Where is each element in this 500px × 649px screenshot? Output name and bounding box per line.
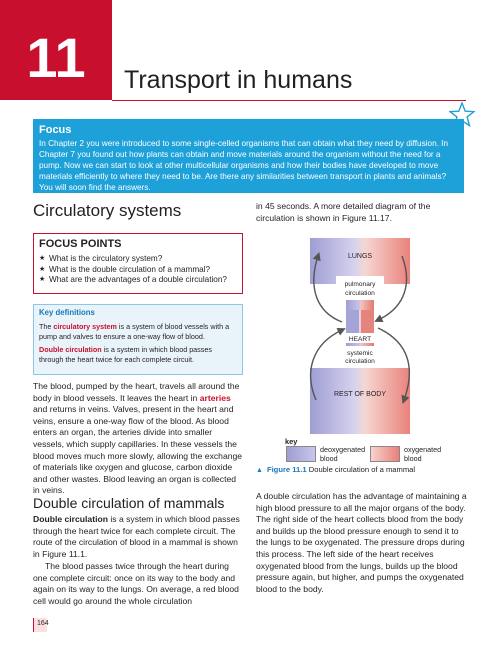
definition-circulatory-system: The circulatory system is a system of blood vessels with a pump and valves to ensure a one-way flow of blood.: [39, 322, 230, 341]
definition-double-circulation: Double circulation is a system in which blood passes through the heart twice for each complete circuit.: [39, 345, 212, 364]
focus-text: In Chapter 2 you were introduced to some single-celled organisms that can obtain what they need by diffusion. In Chapter 7 you found out how plants can obtain and move materials around the organism without the need for a pump. Now we can start to look at other multicellular organisms and how their bodies have developed to move materials efficiently to where they need to be. Are there any similarities between transport in plants and animals? You will soon find the answers.: [39, 139, 449, 192]
key-definitions-box: [33, 304, 243, 375]
chapter-rule: [112, 100, 466, 101]
focus-points-box: [33, 233, 243, 294]
diagram-label-pulmonary-circulation: circulation: [345, 290, 375, 297]
page-number-bar: [33, 618, 34, 632]
diagram-label-lungs: LUNGS: [347, 253, 373, 260]
focus-points-title: FOCUS POINTS: [39, 238, 122, 250]
deoxygenated-swatch: [286, 446, 316, 462]
diagram-label-rest-of-body: REST OF BODY: [334, 391, 386, 398]
star-bullet-icon: ★: [39, 255, 46, 262]
section-heading-circulatory: Circulatory systems: [33, 201, 182, 220]
star-bullet-icon: ★: [39, 276, 46, 283]
focus-point-item: ★ What are the advantages of a double circulation?: [39, 275, 227, 284]
page-number: 164: [37, 620, 49, 627]
paragraph-blood-vessels: The blood, pumped by the heart, travels all around the body in blood vessels. It leaves the heart in arteries and returns in veins. Valves, present in the heart and veins, ensure a one-way flow of the blood. As blood enters an organ, the arteries divide into smaller vessels, which supply capillaries. In these vessels the blood moves much more slowly, allowing the exchange of materials like oxygen and glucose, carbon dioxide and other wastes. Blood leaving an organ is collected in veins.: [33, 381, 243, 496]
oxygenated-swatch: [370, 446, 400, 462]
key-deoxygenated-text: deoxygenated blood: [320, 445, 366, 463]
triangle-icon: ▲: [256, 467, 263, 474]
paragraph-double-circulation-advantage: A double circulation has the advantage of maintaining a high blood pressure to all the major organs of the body. The right side of the heart collects blood from the body and builds up the blood pressure enough to send it to the lungs to be oxygenated. The pressure drops during this process. The left side of the heart receives oxygenated blood from the lungs, builds up the blood pressure again, but higher, and pumps the oxygenated blood to the body.: [256, 491, 467, 594]
diagram-label-pulmonary: pulmonary: [344, 281, 376, 288]
diagram-label-heart: HEART: [348, 336, 372, 343]
focus-point-item: ★ What is the circulatory system?: [39, 254, 163, 263]
figure-caption: ▲ Figure 11.1 Double circulation of a mammal: [256, 465, 416, 474]
key-oxygenated-text: oxygenated blood: [404, 445, 442, 463]
heart-right: [360, 310, 374, 336]
focus-point-item: ★ What is the double circulation of a mammal?: [39, 264, 211, 274]
key-definitions-title: Key definitions: [39, 308, 95, 317]
chapter-number: 11: [0, 0, 112, 100]
paragraph-double-circulation-definition: Double circulation is a system in which blood passes through the heart twice for each complete circuit. The route of the circulation of blood in a mammal is shown in Figure 11.1.: [33, 514, 240, 559]
key-label: key: [285, 437, 298, 446]
heart-divider: [359, 310, 360, 336]
paragraph-45-seconds: in 45 seconds. A more detailed diagram of the circulation is shown in Figure 11.17.: [256, 201, 431, 223]
star-bullet-icon: ★: [39, 265, 46, 273]
diagram-label-systemic: systemic: [347, 350, 373, 357]
heart-left: [346, 310, 360, 336]
diagram-label-systemic-circulation: circulation: [345, 358, 375, 365]
focus-box: [33, 119, 464, 193]
paragraph-blood-passes-twice: The blood passes twice through the heart during one complete circuit: once on its way to the body and again on its way to the lungs. On average, a red blood cell would go around the whole circulation: [33, 561, 239, 606]
section-heading-double-circulation: Double circulation of mammals: [33, 495, 225, 511]
rest-of-body-block: [310, 368, 410, 434]
focus-title: Focus: [39, 124, 72, 136]
chapter-title: Transport in humans: [124, 66, 353, 94]
